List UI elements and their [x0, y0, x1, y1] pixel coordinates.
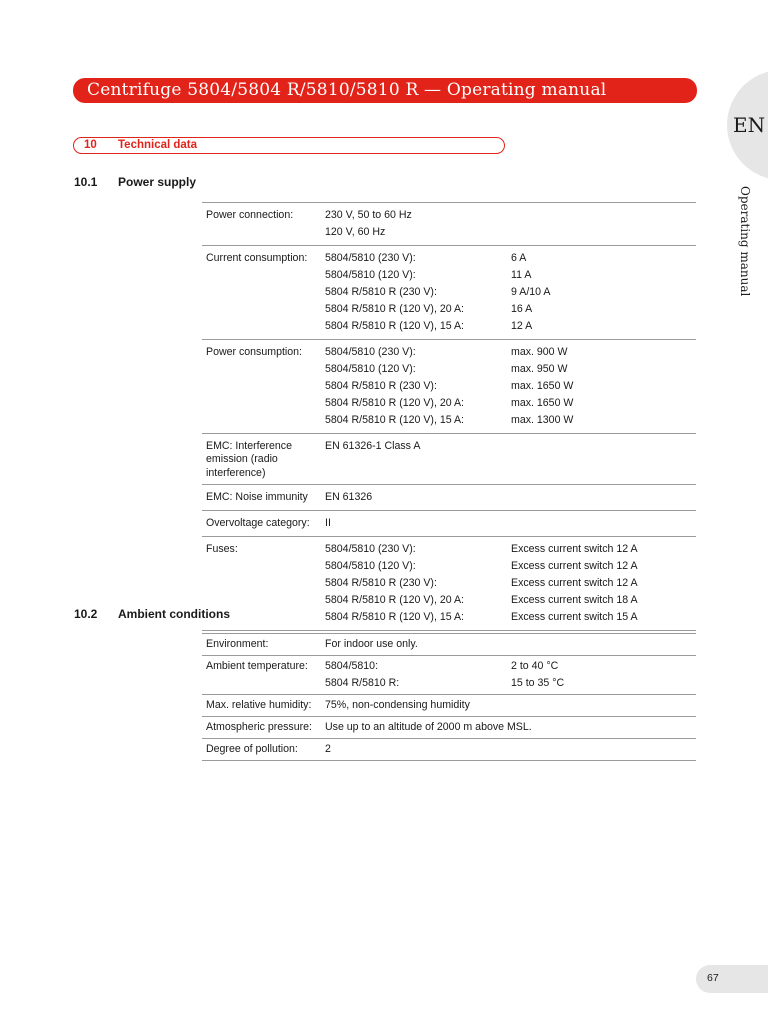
row-value: 5804/5810 (120 V): [325, 559, 416, 572]
row-value: 5804/5810 (120 V): [325, 269, 416, 281]
row-label: EMC: Noise immunity [206, 490, 308, 503]
chapter-title: Technical data [118, 139, 198, 151]
row-value: 5804 R/5810 R (120 V), 20 A: [325, 303, 464, 315]
banner-title: Centrifuge 5804/5804 R/5810/5810 R — Operating manual [87, 80, 607, 100]
row-result: Excess current switch 18 A [511, 593, 638, 606]
language-label: EN [733, 113, 766, 137]
row-result: 9 A/10 A [511, 286, 551, 298]
row-result: Excess current switch 15 A [511, 610, 638, 623]
row-label: Overvoltage category: [206, 516, 310, 529]
row-result: Excess current switch 12 A [511, 576, 638, 589]
table-row [202, 739, 696, 761]
row-result: 2 to 40 °C [511, 660, 559, 672]
row-result: max. 1300 W [511, 414, 574, 426]
row-result: 6 A [511, 252, 527, 264]
row-result: max. 1650 W [511, 380, 574, 392]
row-result: Excess current switch 12 A [511, 559, 638, 572]
row-label: Current consumption: [206, 252, 308, 264]
row-value: 2 [325, 743, 331, 755]
table-row [202, 340, 696, 434]
row-value: 5804 R/5810 R (120 V), 20 A: [325, 593, 464, 606]
header-banner [73, 78, 697, 103]
row-value: 5804 R/5810 R (120 V), 15 A: [325, 610, 464, 623]
row-result: 15 to 35 °C [511, 677, 565, 689]
row-value: EN 61326 [325, 490, 373, 503]
row-value: 5804 R/5810 R (230 V): [325, 286, 437, 298]
row-result: max. 950 W [511, 363, 568, 375]
row-value: EN 61326-1 Class A [325, 440, 421, 452]
row-value: 5804/5810 (230 V): [325, 346, 416, 358]
table-row [202, 434, 696, 485]
row-result: max. 1650 W [511, 397, 574, 409]
table-row [202, 634, 696, 656]
row-value: 5804 R/5810 R (120 V), 20 A: [325, 397, 464, 409]
row-label: Degree of pollution: [206, 743, 298, 755]
section-number: 10.2 [74, 607, 98, 621]
side-label: Operating manual [738, 186, 752, 297]
row-value: 5804 R/5810 R: [325, 677, 400, 689]
row-value: For indoor use only. [325, 638, 418, 650]
row-value: 5804/5810 (230 V): [325, 542, 416, 555]
row-value: 120 V, 60 Hz [325, 226, 386, 238]
row-label: EMC: Interference emission (radio interference) [206, 440, 292, 479]
row-label: Power connection: [206, 209, 294, 221]
section-title: Power supply [118, 175, 197, 189]
section-title: Ambient conditions [118, 607, 230, 621]
chapter-number: 10 [84, 139, 97, 151]
row-value: 5804 R/5810 R (230 V): [325, 576, 437, 589]
power-supply-table [202, 202, 696, 631]
section-number: 10.1 [74, 175, 98, 189]
section-heading-power-supply [74, 175, 196, 189]
row-value: 5804/5810 (230 V): [325, 252, 416, 264]
row-label: Max. relative humidity: [206, 699, 312, 711]
row-value: Use up to an altitude of 2000 m above MSL. [325, 721, 532, 733]
row-label: Power consumption: [206, 346, 302, 358]
section-heading-ambient-conditions [74, 607, 230, 621]
table-row [202, 246, 696, 340]
row-value: 5804 R/5810 R (120 V), 15 A: [325, 414, 464, 426]
chapter-heading [73, 137, 505, 154]
row-value: 5804/5810 (120 V): [325, 363, 416, 375]
row-result: Excess current switch 12 A [511, 542, 638, 555]
row-result: max. 900 W [511, 346, 568, 358]
row-value: 5804 R/5810 R (120 V), 15 A: [325, 320, 464, 332]
row-result: 12 A [511, 320, 533, 332]
row-label: Ambient temperature: [206, 660, 308, 672]
table-row [202, 717, 696, 739]
table-row [202, 656, 696, 695]
row-label: Fuses: [206, 542, 238, 555]
row-value: II [325, 516, 331, 529]
page-number: 67 [707, 972, 719, 984]
table-row [202, 203, 696, 246]
table-row [202, 484, 696, 510]
row-value: 230 V, 50 to 60 Hz [325, 209, 412, 221]
row-value: 75%, non-condensing humidity [325, 699, 470, 711]
ambient-conditions-table [202, 633, 696, 761]
row-result: 11 A [511, 269, 532, 281]
row-value: 5804/5810: [325, 660, 379, 672]
row-label: Atmospheric pressure: [206, 721, 312, 733]
row-label: Environment: [206, 638, 269, 650]
row-value: 5804 R/5810 R (230 V): [325, 380, 437, 392]
table-row [202, 510, 696, 536]
row-result: 16 A [511, 303, 533, 315]
table-row [202, 695, 696, 717]
table-row [202, 536, 696, 630]
